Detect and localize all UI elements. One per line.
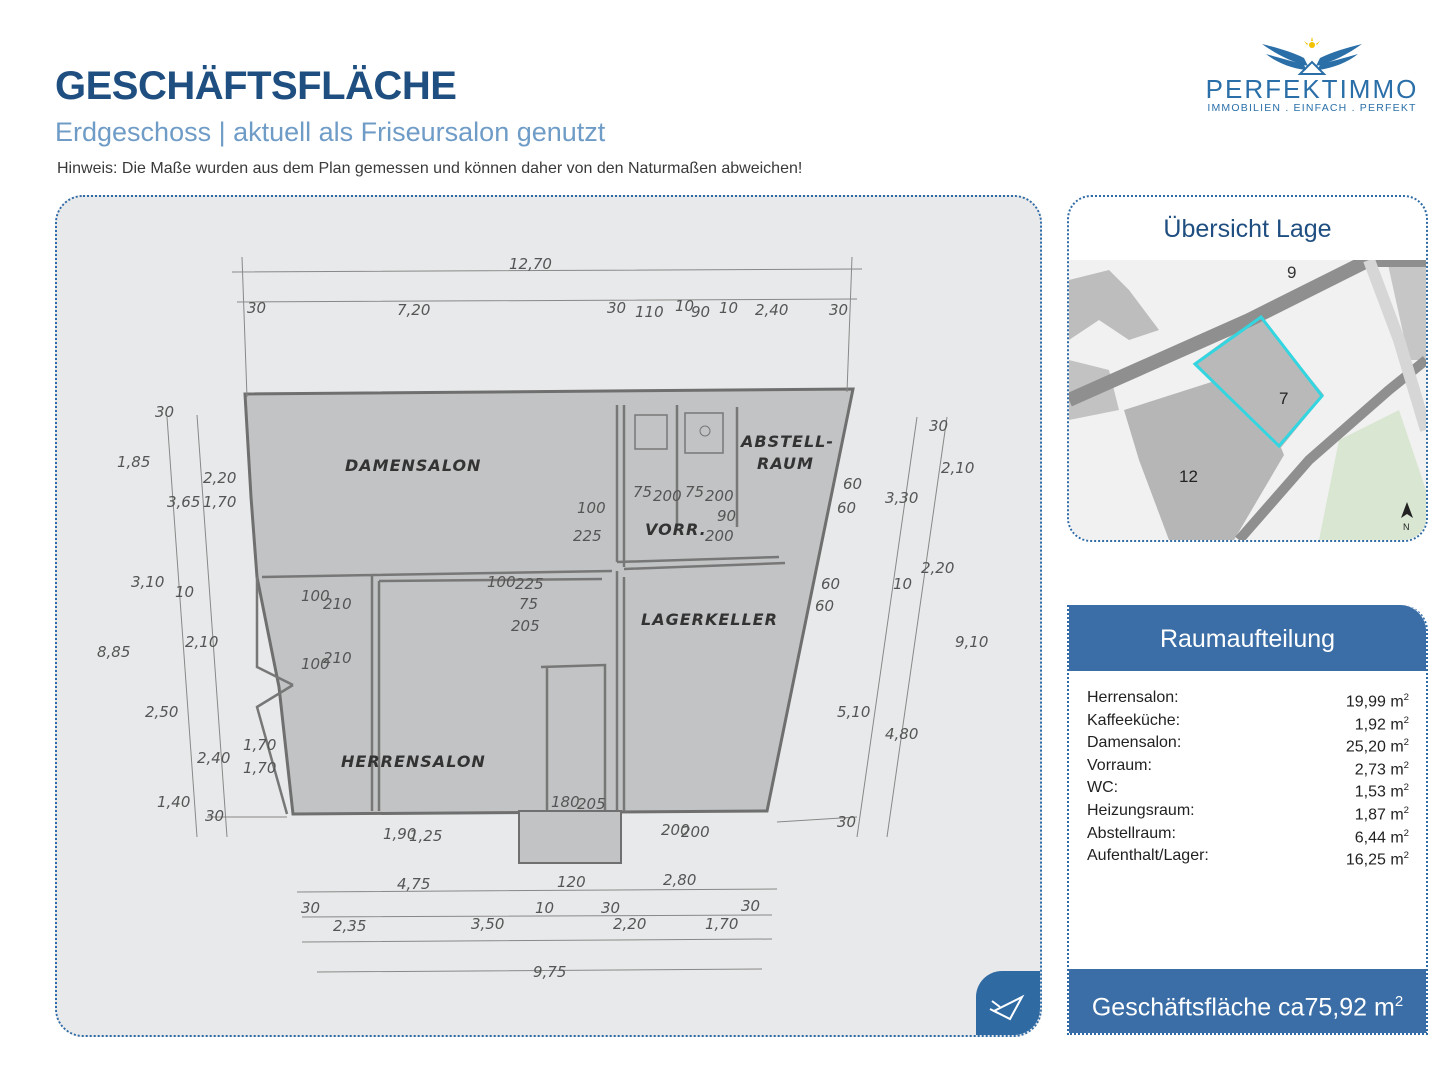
map-label-9: 9	[1287, 263, 1297, 282]
page-subtitle: Erdgeschoss | aktuell als Friseursalon genutzt	[55, 117, 606, 147]
dim-left-170c: 1,70	[243, 759, 277, 777]
dim-bottom-30b: 30	[601, 899, 621, 917]
dim-right-330: 3,30	[885, 489, 919, 507]
dim-right-60d: 60	[815, 597, 835, 615]
dim-top-total: 12,70	[509, 255, 552, 273]
dim-int-100a: 100	[577, 499, 606, 517]
room-row-aufenthalt-lager: Aufenthalt/Lager: 16,25 $m^2$	[1087, 847, 1409, 869]
dim-left-885: 8,85	[97, 643, 131, 661]
north-arrow-badge	[976, 971, 1040, 1035]
dim-int-90: 90	[717, 507, 737, 525]
dim-bottom-200a: 200	[661, 821, 690, 839]
dim-top-10a: 10	[675, 297, 695, 315]
dim-int-205a: 205	[511, 617, 540, 635]
dim-int-225a: 225	[573, 527, 602, 545]
location-map-panel	[1067, 195, 1428, 542]
room-row-abstellraum: Abstellraum: 6,44 $m^2$	[1087, 824, 1409, 846]
dim-bottom-200b: 200	[681, 823, 710, 841]
dim-int-225b: 225	[515, 575, 544, 593]
dim-int-200a: 200	[653, 487, 682, 505]
dim-right-220: 2,20	[921, 559, 955, 577]
dim-right-60c: 60	[821, 575, 841, 593]
dim-left-170b: 1,70	[243, 736, 277, 754]
dim-top-720: 7,20	[397, 301, 431, 319]
floorplan-drawing	[57, 197, 1040, 1035]
dim-right-510: 5,10	[837, 703, 871, 721]
room-row-heizungsraum: Heizungsraum: 1,87 $m^2$	[1087, 801, 1409, 824]
room-row-damensalon: Damensalon: 25,20 $m^2$	[1087, 734, 1409, 756]
dim-bottom-190: 1,90	[383, 825, 417, 843]
dim-bottom-475: 4,75	[397, 875, 431, 893]
dim-left-220: 2,20	[203, 469, 237, 487]
map-label-7: 7	[1279, 389, 1289, 408]
entrance-step	[519, 811, 621, 863]
dim-int-75c: 75	[519, 595, 539, 613]
room-label-vorraum: VORR.	[645, 520, 707, 539]
dim-left-140: 1,40	[157, 793, 191, 811]
dim-bottom-125: 1,25	[409, 827, 443, 845]
dim-int-200c: 200	[705, 527, 734, 545]
dim-bottom-30a: 30	[301, 899, 321, 917]
logo-wordmark: PERFEKTIMMO	[1205, 74, 1419, 104]
room-row-kaffeekueche: Kaffeeküche: 1,92 $m^2$	[1087, 711, 1409, 733]
dim-right-30b: 30	[837, 813, 857, 831]
map-title: Übersicht Lage	[1163, 215, 1332, 243]
room-list	[1087, 687, 1409, 868]
dim-left-185: 1,85	[117, 453, 151, 471]
room-breakdown-panel	[1067, 605, 1428, 1035]
dim-int-100d: 100	[301, 655, 330, 673]
dim-left-210: 2,10	[185, 633, 219, 651]
winged-house-icon	[1196, 36, 1428, 76]
dim-int-200b: 200	[705, 487, 734, 505]
dim-left-30b: 30	[205, 807, 225, 825]
dim-right-60a: 60	[843, 475, 863, 493]
dim-bottom-280: 2,80	[663, 871, 697, 889]
dim-top-90: 90	[691, 303, 711, 321]
location-map	[1069, 260, 1426, 540]
room-row-wc: WC: 1,53 $m^2$	[1087, 779, 1409, 801]
dim-int-75b: 75	[685, 483, 705, 501]
room-row-vorraum: Vorraum: 2,73 $m^2$	[1087, 756, 1409, 779]
dim-top-110: 110	[635, 303, 664, 321]
dim-left-250: 2,50	[145, 703, 179, 721]
compass-icon	[976, 971, 1040, 1035]
logo-tagline: IMMOBILIEN . EINFACH . PERFEKT	[1207, 102, 1417, 114]
dim-int-100c: 100	[301, 587, 330, 605]
dim-left-10: 10	[175, 583, 195, 601]
dim-left-365: 3,65	[167, 493, 201, 511]
dim-bottom-170: 1,70	[705, 915, 739, 933]
dim-left-240: 2,40	[197, 749, 231, 767]
dim-int-100b: 100	[487, 573, 516, 591]
dim-int-180: 180	[551, 793, 580, 811]
dim-top-240: 2,40	[755, 301, 789, 319]
total-area-footer: Geschäftsfläche ca75,92 $m^2$	[1069, 969, 1426, 1033]
map-drawing	[1069, 260, 1426, 540]
dim-left-30a: 30	[155, 403, 175, 421]
floorplan-frame	[55, 195, 1042, 1037]
measurement-hint: Hinweis: Die Maße wurden aus dem Plan gemessen und können daher von den Naturmaßen abweichen!	[57, 160, 803, 177]
dim-left-310: 3,10	[131, 573, 165, 591]
dim-right-10: 10	[893, 575, 913, 593]
room-label-damensalon: DAMENSALON	[345, 456, 482, 475]
map-north-label: N	[1403, 522, 1410, 532]
room-label-abstellraum-1: ABSTELL-	[741, 432, 834, 451]
room-label-abstellraum-2: RAUM	[757, 454, 814, 473]
dim-right-30a: 30	[929, 417, 949, 435]
page-title: GESCHÄFTSFLÄCHE	[55, 64, 457, 108]
dim-top-30b: 30	[607, 299, 627, 317]
map-label-12: 12	[1179, 467, 1198, 486]
dim-bottom-30c: 30	[741, 897, 761, 915]
dim-bottom-120: 120	[557, 873, 586, 891]
dim-bottom-350: 3,50	[471, 915, 505, 933]
dim-top-30a: 30	[247, 299, 267, 317]
company-logo	[1196, 36, 1428, 120]
room-row-herrensalon: Herrensalon: 19,99 $m^2$	[1087, 689, 1409, 711]
dim-int-75a: 75	[633, 483, 653, 501]
dim-top-10b: 10	[719, 299, 739, 317]
room-label-lagerkeller: LAGERKELLER	[641, 610, 778, 629]
dim-bottom-975: 9,75	[533, 963, 567, 981]
dim-right-60b: 60	[837, 499, 857, 517]
dim-right-480: 4,80	[885, 725, 919, 743]
dim-left-170a: 1,70	[203, 493, 237, 511]
dim-int-210a: 210	[323, 595, 352, 613]
dim-right-210: 2,10	[941, 459, 975, 477]
dim-bottom-235: 2,35	[333, 917, 367, 935]
dim-right-910: 9,10	[955, 633, 989, 651]
dim-bottom-220: 2,20	[613, 915, 647, 933]
dim-top-30c: 30	[829, 301, 849, 319]
dim-int-205b: 205	[577, 795, 606, 813]
dim-bottom-10: 10	[535, 899, 555, 917]
room-breakdown-header: Raumaufteilung	[1069, 605, 1426, 671]
dim-int-210b: 210	[323, 649, 352, 667]
room-label-herrensalon: HERRENSALON	[341, 752, 486, 771]
